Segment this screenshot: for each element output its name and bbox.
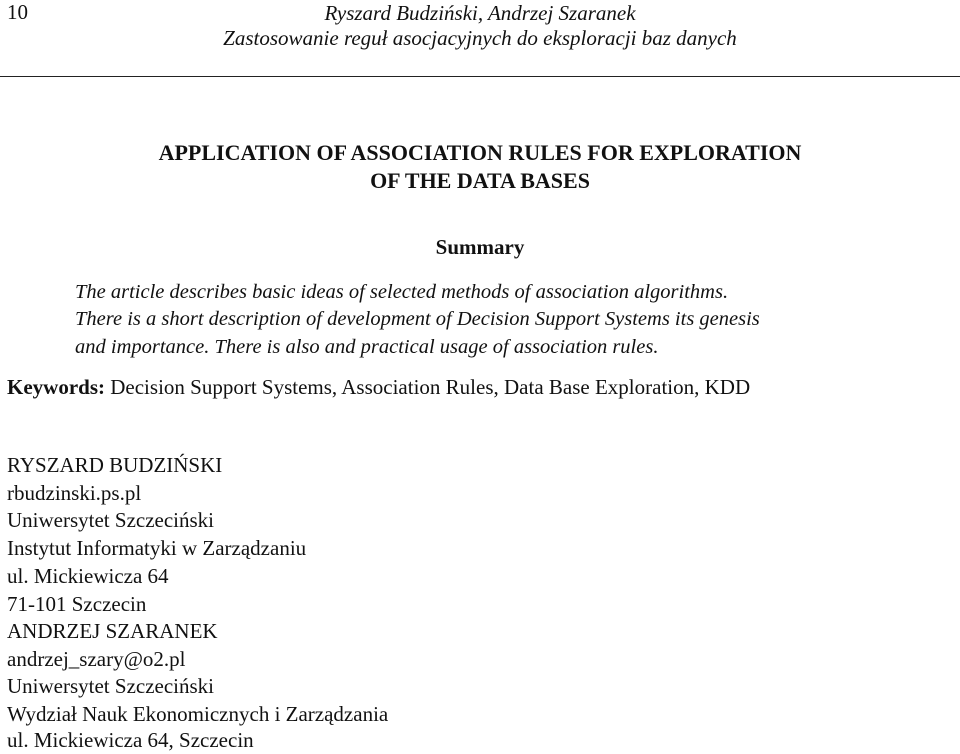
author-address: ul. Mickiewicza 64, Szczecin xyxy=(7,728,254,752)
running-header-authors: Ryszard Budziński, Andrzej Szaranek xyxy=(324,1,636,25)
author-university: Uniwersytet Szczeciński xyxy=(7,674,215,698)
author-email: andrzej_szary@o2.pl xyxy=(7,647,186,671)
summary-heading: Summary xyxy=(435,235,525,259)
running-header-title: Zastosowanie reguł asocjacyjnych do eksploracji baz danych xyxy=(223,26,737,50)
keywords-label: Keywords: xyxy=(7,375,105,399)
keywords-line xyxy=(7,373,750,401)
author-street: ul. Mickiewicza 64 xyxy=(7,564,169,588)
abstract-line: and importance. There is also and practical usage of association rules. xyxy=(75,336,659,358)
abstract-line: The article describes basic ideas of selected methods of association algorithms. xyxy=(75,281,729,303)
author-name: RYSZARD BUDZIŃSKI xyxy=(7,453,223,477)
page-number: 10 xyxy=(7,0,28,24)
paper-title-line-2: OF THE DATA BASES xyxy=(370,168,590,193)
author-email: rbudzinski.ps.pl xyxy=(7,481,142,505)
author-institute: Instytut Informatyki w Zarządzaniu xyxy=(7,536,307,560)
paper-title-line-1: APPLICATION OF ASSOCIATION RULES FOR EXPLORATION xyxy=(158,140,802,165)
author-university: Uniwersytet Szczeciński xyxy=(7,508,215,532)
header-rule xyxy=(0,76,960,77)
keywords-text: Decision Support Systems, Association Rules, Data Base Exploration, KDD xyxy=(105,375,751,399)
author-name: ANDRZEJ SZARANEK xyxy=(7,619,218,643)
author-city: 71-101 Szczecin xyxy=(7,592,147,616)
abstract-line: There is a short description of development of Decision Support Systems its genesis xyxy=(75,308,760,330)
author-faculty: Wydział Nauk Ekonomicznych i Zarządzania xyxy=(7,702,389,726)
